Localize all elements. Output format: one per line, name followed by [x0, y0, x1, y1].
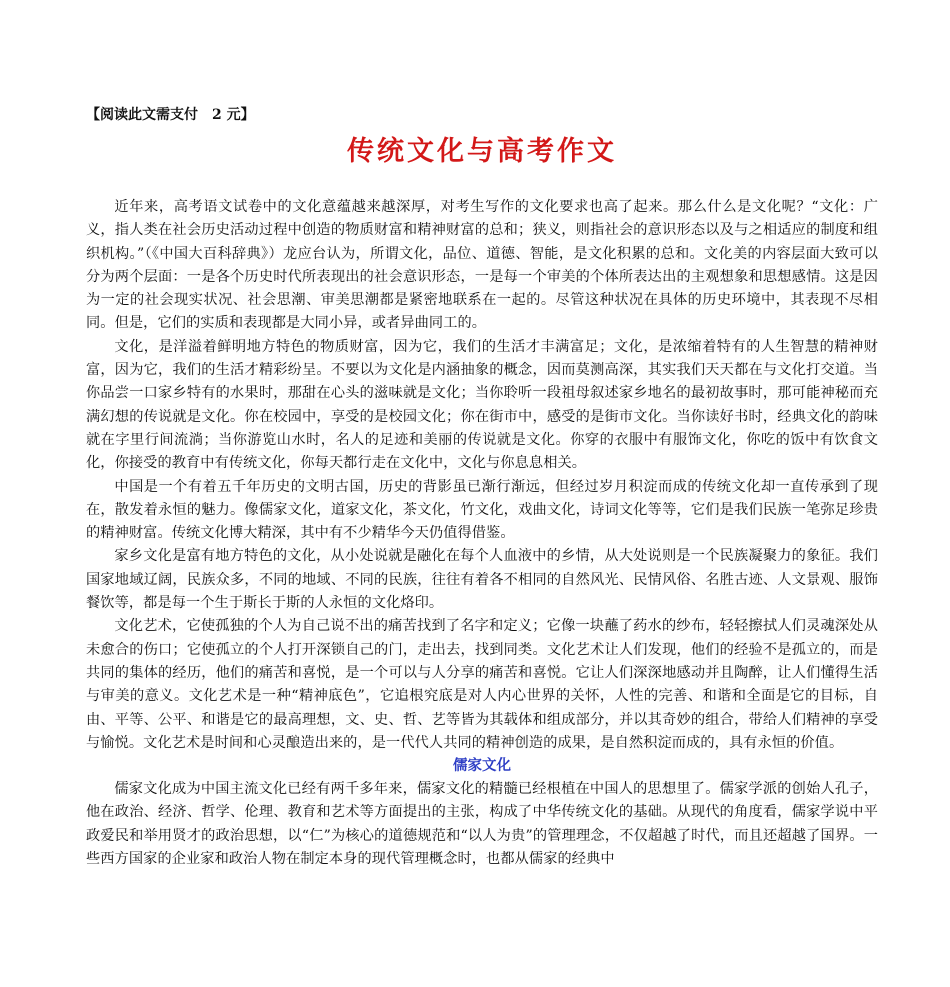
paragraph: 文化艺术，它使孤独的个人为自己说不出的痛苦找到了名字和定义；它像一块蘸了药水的纱布，轻轻擦拭人们灵魂深处从未愈合的伤口；它使孤立的个人打开深锁自己的门，走出去，找到同类。文化艺术让人们发现，他们的经验不是孤立的，而是共同的集体的经历，他们的痛苦和喜悦，是一个可以与人分享的痛苦和喜悦。它让人们深深地感动并且陶醉，让人们懂得生活与审美的意义。文化艺术是一种“精神底色”，它追根究底是对人内心世界的关怀，人性的完善、和谐和全面是它的目标，自由、平等、公平、和谐是它的最高理想，文、史、哲、艺等皆为其载体和组成部分，并以其奇妙的组合，带给人们精神的享受与愉悦。文化艺术是时间和心灵酿造出来的，是一代代人共同的精神创造的成果，是自然积淀而成的，具有永恒的价值。: [86, 618, 878, 751]
section-heading: 儒家文化: [453, 758, 511, 775]
paragraph: 文化，是洋溢着鲜明地方特色的物质财富，因为它，我们的生活才丰满富足；文化，是浓缩着特有的人生智慧的精神财富，因为它，我们的生活才精彩纷呈。不要以为文化是内涵抽象的概念，因而莫测高深，其实我们天天都在与文化打交道。当你品尝一口家乡特有的水果时，那甜在心头的滋味就是文化；当你聆听一段祖母叙述家乡地名的最初故事时，那可能神秘而充满幻想的传说就是文化。你在校园中，享受的是校园文化；你在街市中，感受的是街市文化。当你读好书时，经典文化的韵味就在字里行间流淌；当你游览山水时，名人的足迹和美丽的传说就是文化。你穿的衣服中有服饰文化，你吃的饭中有饮食文化，你接受的教育中有传统文化，你每天都行走在文化中，文化与你息息相关。: [86, 338, 878, 472]
article-body: [86, 196, 878, 871]
paragraph: 近年来，高考语文试卷中的文化意蕴越来越深厚，对考生写作的文化要求也高了起来。那么什么是文化呢？“文化：广义，指人类在社会历史活动过程中创造的物质财富和精神财富的总和；狭义，则指社会的意识形态以及与之相适应的制度和组织机构。”（《中国大百科辞典》）龙应台认为，所谓文化，品位、道德、智能，是文化积累的总和。文化美的内容层面大致可以分为两个层面：一是各个历史时代所表现出的社会意识形态，一是每一个审美的个体所表达出的主观想象和思想感情。这是因为一定的社会现实状况、社会思潮、审美思潮都是紧密地联系在一起的。尽管这种状况在具体的历史环境中，其表现不尽相同。但是，它们的实质和表现都是大同小异，或者异曲同工的。: [86, 199, 878, 332]
paragraph: 家乡文化是富有地方特色的文化，从小处说就是融化在每个人血液中的乡情，从大处说则是一个民族凝聚力的象征。我们国家地域辽阔，民族众多，不同的地域、不同的民族，往往有着各不相同的自然风光、民情风俗、名胜古迹、人文景观、服饰餐饮等，都是每一个生于斯长于斯的人永恒的文化烙印。: [86, 548, 878, 612]
paragraph: 中国是一个有着五千年历史的文明古国，历史的背影虽已渐行渐远，但经过岁月积淀而成的传统文化却一直传承到了现在，散发着永恒的魅力。像儒家文化，道家文化，茶文化，竹文化，戏曲文化，诗词文化等等，它们是我们民族一笔弥足珍贵的精神财富。传统文化博大精深，其中有不少精华今天仍值得借鉴。: [86, 478, 878, 542]
payment-notice: 【阅读此文需支付 2 元】: [86, 107, 255, 123]
document-page: [86, 104, 878, 871]
paragraph: 儒家文化成为中国主流文化已经有两千多年来，儒家文化的精髓已经根植在中国人的思想里了。儒家学派的创始人孔子，他在政治、经济、哲学、伦理、教育和艺术等方面提出的主张，构成了中华传统文化的基础。从现代的角度看，儒家学说中平政爱民和举用贤才的政治思想，以“仁”为核心的道德规范和“以人为贵”的管理理念，不仅超越了时代，而且还超越了国界。一些西方国家的企业家和政治人物在制定本身的现代管理概念时，也都从儒家的经典中: [86, 781, 878, 868]
document-title: 传统文化与高考作文: [347, 136, 617, 167]
